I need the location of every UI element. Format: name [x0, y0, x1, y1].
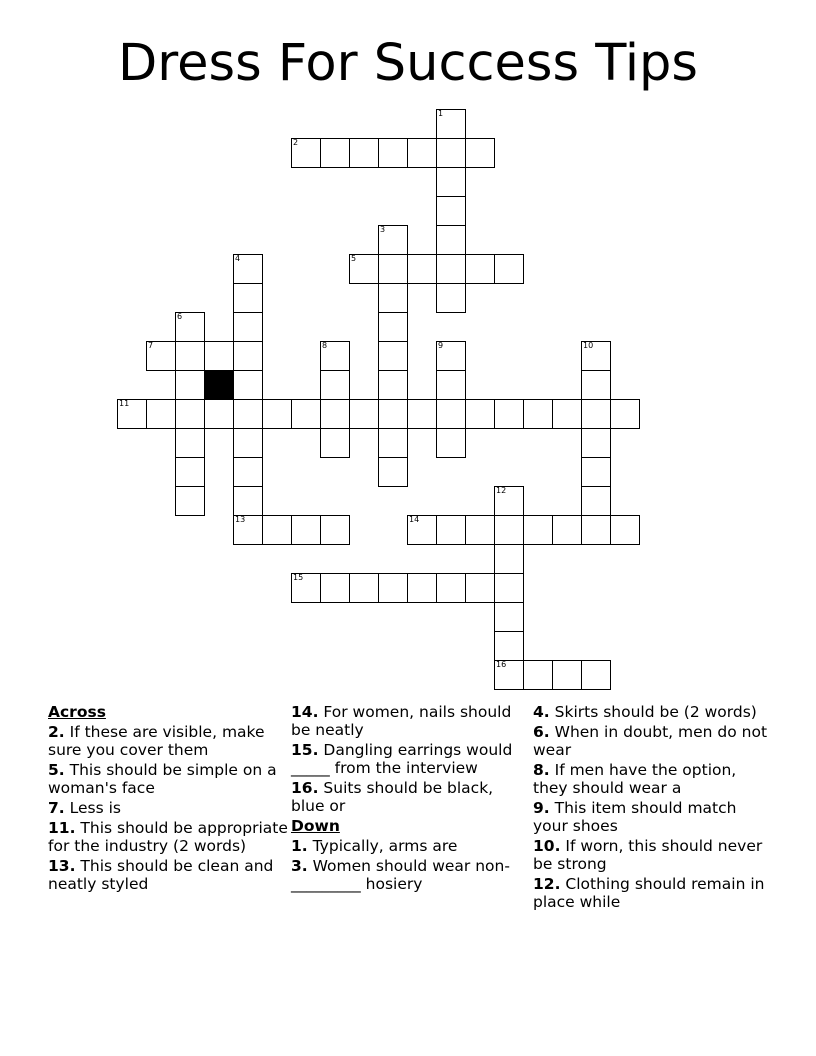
grid-cell[interactable]	[581, 457, 611, 487]
grid-cell[interactable]	[494, 254, 524, 284]
grid-cell[interactable]	[378, 254, 408, 284]
grid-cell[interactable]	[552, 515, 582, 545]
grid-cell[interactable]	[436, 254, 466, 284]
grid-cell[interactable]	[233, 341, 263, 371]
grid-cell[interactable]	[320, 399, 350, 429]
grid-cell[interactable]	[349, 399, 379, 429]
grid-cell[interactable]	[175, 457, 205, 487]
grid-cell[interactable]	[436, 370, 466, 400]
clue-column-2	[291, 701, 521, 893]
clue-across-16	[291, 779, 521, 815]
grid-cell[interactable]	[610, 399, 640, 429]
clue-number: 12.	[533, 875, 561, 893]
clue-across-5	[48, 761, 288, 797]
grid-cell[interactable]	[552, 660, 582, 690]
clue-text: If worn, this should never be strong	[533, 837, 763, 873]
clue-across-11	[48, 819, 288, 855]
grid-cell[interactable]	[581, 399, 611, 429]
cell-number: 4	[235, 254, 241, 263]
clue-number: 10.	[533, 837, 561, 855]
clue-column-1	[48, 701, 288, 893]
clue-text: Dangling earrings would _____ from the interview	[291, 741, 513, 777]
clue-text: Less is	[69, 799, 121, 817]
grid-cell[interactable]	[494, 660, 524, 690]
grid-cell[interactable]	[233, 399, 263, 429]
clue-text: Clothing should remain in place while	[533, 875, 765, 911]
grid-cell[interactable]	[349, 138, 379, 168]
cell-number: 13	[235, 515, 246, 524]
grid-cell[interactable]	[320, 370, 350, 400]
clue-down-3	[291, 857, 521, 893]
grid-cell[interactable]	[494, 573, 524, 603]
clue-number: 9.	[533, 799, 550, 817]
cell-number: 15	[293, 573, 304, 582]
grid-cell[interactable]	[581, 660, 611, 690]
grid-cell[interactable]	[523, 660, 553, 690]
clue-text: This should be appropriate for the industry (2 words)	[48, 819, 288, 855]
grid-cell[interactable]	[175, 341, 205, 371]
grid-cell[interactable]	[378, 370, 408, 400]
grid-cell[interactable]	[378, 428, 408, 458]
grid-cell[interactable]	[494, 486, 524, 516]
grid-cell[interactable]	[291, 573, 321, 603]
grid-cell[interactable]	[378, 341, 408, 371]
clue-number: 11.	[48, 819, 76, 837]
clue-across-15	[291, 741, 521, 777]
grid-cell[interactable]	[233, 312, 263, 342]
grid-cell[interactable]	[494, 515, 524, 545]
clue-across-2	[48, 723, 288, 759]
cell-number: 14	[409, 515, 420, 524]
clue-number: 16.	[291, 779, 319, 797]
grid-cell[interactable]	[465, 254, 495, 284]
grid-cell[interactable]	[494, 399, 524, 429]
grid-cell[interactable]	[175, 399, 205, 429]
cell-number: 1	[438, 109, 444, 118]
grid-cell[interactable]	[552, 399, 582, 429]
clue-down-12	[533, 875, 773, 911]
grid-cell[interactable]	[581, 486, 611, 516]
grid-cell[interactable]	[436, 225, 466, 255]
grid-cell[interactable]	[378, 312, 408, 342]
grid-cell[interactable]	[378, 457, 408, 487]
clue-text: This should be clean and neatly styled	[48, 857, 274, 893]
grid-cell[interactable]	[349, 254, 379, 284]
cell-number: 7	[148, 341, 154, 350]
grid-cell[interactable]	[146, 399, 176, 429]
grid-cell[interactable]	[233, 486, 263, 516]
grid-cell[interactable]	[378, 225, 408, 255]
grid-cell[interactable]	[175, 312, 205, 342]
clue-text: This item should match your shoes	[533, 799, 737, 835]
grid-cell[interactable]	[610, 515, 640, 545]
grid-cell[interactable]	[436, 138, 466, 168]
grid-cell[interactable]	[436, 515, 466, 545]
grid-cell[interactable]	[378, 283, 408, 313]
clue-text: For women, nails should be neatly	[291, 703, 512, 739]
grid-cell[interactable]	[320, 428, 350, 458]
grid-cell[interactable]	[320, 573, 350, 603]
grid-cell[interactable]	[436, 573, 466, 603]
down-heading: Down	[291, 817, 340, 835]
clue-number: 3.	[291, 857, 308, 875]
clue-number: 5.	[48, 761, 65, 779]
clue-down-9	[533, 799, 773, 835]
cell-number: 10	[583, 341, 594, 350]
grid-cell[interactable]	[407, 254, 437, 284]
grid-cell[interactable]	[204, 399, 234, 429]
grid-cell[interactable]	[320, 515, 350, 545]
grid-cell[interactable]	[494, 602, 524, 632]
cell-number: 6	[177, 312, 183, 321]
across-heading: Across	[48, 703, 106, 721]
page-title: Dress For Success Tips	[118, 34, 698, 93]
grid-cell[interactable]	[378, 138, 408, 168]
grid-cell[interactable]	[465, 515, 495, 545]
clue-number: 13.	[48, 857, 76, 875]
clue-number: 2.	[48, 723, 65, 741]
grid-cell[interactable]	[204, 341, 234, 371]
grid-cell[interactable]	[233, 283, 263, 313]
grid-cell[interactable]	[146, 341, 176, 371]
grid-cell[interactable]	[175, 428, 205, 458]
grid-cell[interactable]	[436, 399, 466, 429]
clue-text: When in doubt, men do not wear	[533, 723, 768, 759]
clue-down-6	[533, 723, 773, 759]
grid-cell[interactable]	[349, 573, 379, 603]
grid-cell[interactable]	[262, 399, 292, 429]
grid-cell[interactable]	[262, 515, 292, 545]
cell-number: 8	[322, 341, 328, 350]
cell-number: 3	[380, 225, 386, 234]
grid-cell[interactable]	[378, 399, 408, 429]
clue-column-3	[533, 701, 773, 911]
grid-cell[interactable]	[581, 515, 611, 545]
clue-down-10	[533, 837, 773, 873]
grid-cell[interactable]	[436, 428, 466, 458]
grid-cell[interactable]	[465, 573, 495, 603]
grid-cell[interactable]	[581, 370, 611, 400]
grid-cell[interactable]	[233, 254, 263, 284]
clue-number: 15.	[291, 741, 319, 759]
clue-down-4	[533, 703, 773, 721]
grid-cell[interactable]	[407, 138, 437, 168]
cell-number: 5	[351, 254, 357, 263]
clue-text: Women should wear non-_________ hosiery	[291, 857, 510, 893]
grid-cell[interactable]	[581, 341, 611, 371]
clue-number: 7.	[48, 799, 65, 817]
grid-cell[interactable]	[233, 457, 263, 487]
cell-number: 9	[438, 341, 444, 350]
grid-cell[interactable]	[320, 138, 350, 168]
grid-cell[interactable]	[436, 283, 466, 313]
cell-number: 12	[496, 486, 507, 495]
grid-cell[interactable]	[175, 486, 205, 516]
grid-cell[interactable]	[291, 138, 321, 168]
grid-cell[interactable]	[465, 399, 495, 429]
cell-number: 2	[293, 138, 299, 147]
grid-cell[interactable]	[291, 399, 321, 429]
clue-across-14	[291, 703, 521, 739]
grid-cell[interactable]	[436, 167, 466, 197]
grid-cell[interactable]	[233, 428, 263, 458]
grid-cell[interactable]	[523, 399, 553, 429]
clue-across-7	[48, 799, 288, 817]
cell-number: 11	[119, 399, 130, 408]
clue-number: 1.	[291, 837, 308, 855]
grid-cell[interactable]	[117, 399, 147, 429]
grid-cell[interactable]	[320, 341, 350, 371]
black-cell	[204, 370, 234, 400]
grid-cell[interactable]	[407, 573, 437, 603]
grid-cell[interactable]	[233, 515, 263, 545]
grid-cell[interactable]	[233, 370, 263, 400]
clue-text: If these are visible, make sure you cover them	[48, 723, 265, 759]
grid-cell[interactable]	[436, 109, 466, 139]
grid-cell[interactable]	[291, 515, 321, 545]
clue-down-1	[291, 837, 521, 855]
clue-number: 4.	[533, 703, 550, 721]
grid-cell[interactable]	[378, 573, 408, 603]
clue-text: If men have the option, they should wear a	[533, 761, 737, 797]
grid-cell[interactable]	[407, 399, 437, 429]
grid-cell[interactable]	[436, 341, 466, 371]
grid-cell[interactable]	[175, 370, 205, 400]
clue-text: This should be simple on a woman's face	[48, 761, 277, 797]
clue-down-8	[533, 761, 773, 797]
clue-text: Skirts should be (2 words)	[554, 703, 757, 721]
clue-text: Suits should be black, blue or	[291, 779, 494, 815]
grid-cell[interactable]	[523, 515, 553, 545]
grid-cell[interactable]	[494, 544, 524, 574]
cell-number: 16	[496, 660, 507, 669]
grid-cell[interactable]	[465, 138, 495, 168]
clue-number: 8.	[533, 761, 550, 779]
clue-number: 6.	[533, 723, 550, 741]
grid-cell[interactable]	[407, 515, 437, 545]
clue-across-13	[48, 857, 288, 893]
clue-text: Typically, arms are	[312, 837, 458, 855]
grid-cell[interactable]	[581, 428, 611, 458]
grid-cell[interactable]	[494, 631, 524, 661]
clue-number: 14.	[291, 703, 319, 721]
grid-cell[interactable]	[436, 196, 466, 226]
